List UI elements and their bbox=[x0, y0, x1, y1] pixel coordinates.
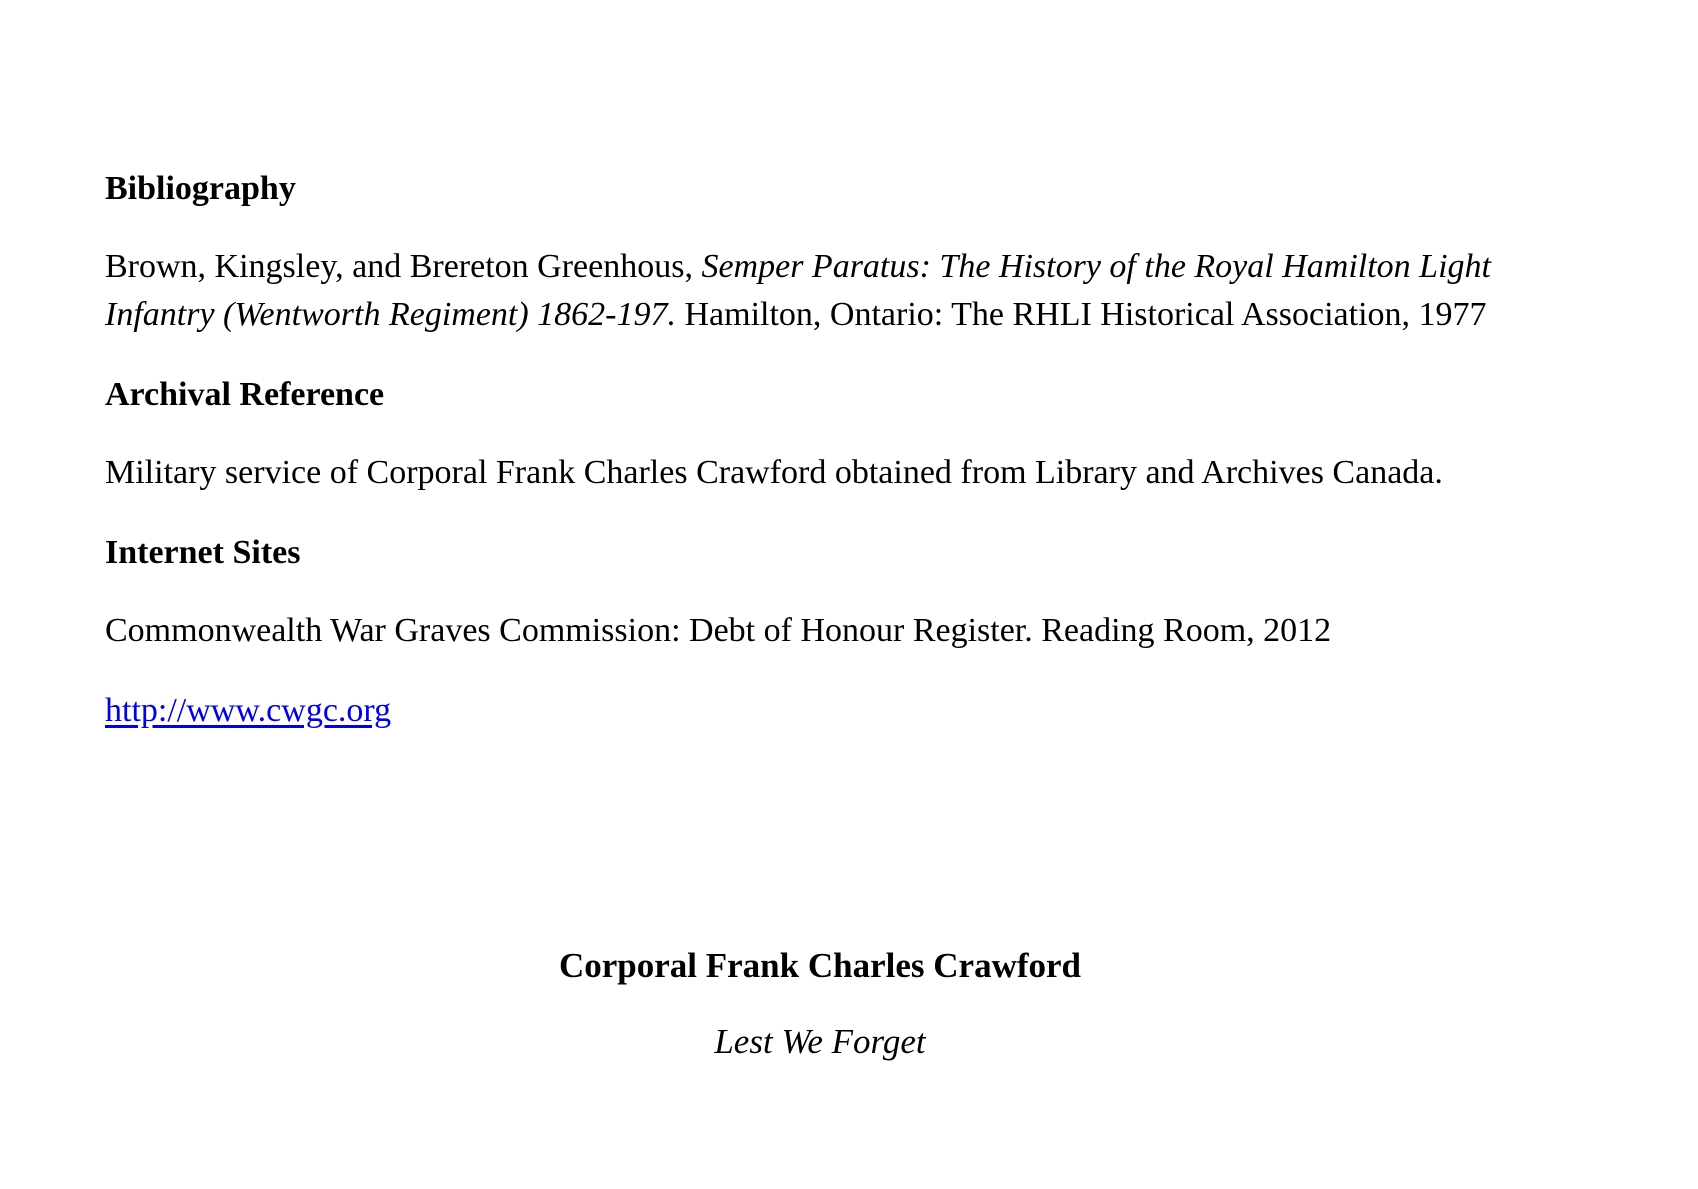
bibliography-title: Semper Paratus: The History of the Royal Hamilton Light Infantry (Wentworth Regiment) 1862-197. bbox=[105, 248, 1491, 333]
internet-site-citation: Commonwealth War Graves Commission: Debt of Honour Register. Reading Room, 2012 bbox=[105, 612, 1332, 649]
memorial-name: Corporal Frank Charles Crawford bbox=[558, 946, 1082, 985]
bibliography-author: Brown, Kingsley, and Brereton Greenhous, bbox=[105, 248, 702, 285]
internet-sites-heading: Internet Sites bbox=[105, 534, 301, 571]
references-content bbox=[105, 165, 1545, 735]
archival-reference-text: Military service of Corporal Frank Charles Crawford obtained from Library and Archives Canada. bbox=[105, 454, 1443, 491]
bibliography-publication: Hamilton, Ontario: The RHLI Historical Association, 1977 bbox=[676, 296, 1487, 333]
archival-reference-heading: Archival Reference bbox=[105, 376, 385, 413]
bibliography-entry bbox=[105, 243, 1545, 339]
internet-site-link-line bbox=[105, 687, 1545, 735]
cwgc-link[interactable]: http://www.cwgc.org bbox=[105, 692, 392, 729]
memorial-motto: Lest We Forget bbox=[714, 1022, 926, 1061]
bibliography-heading: Bibliography bbox=[105, 170, 296, 207]
